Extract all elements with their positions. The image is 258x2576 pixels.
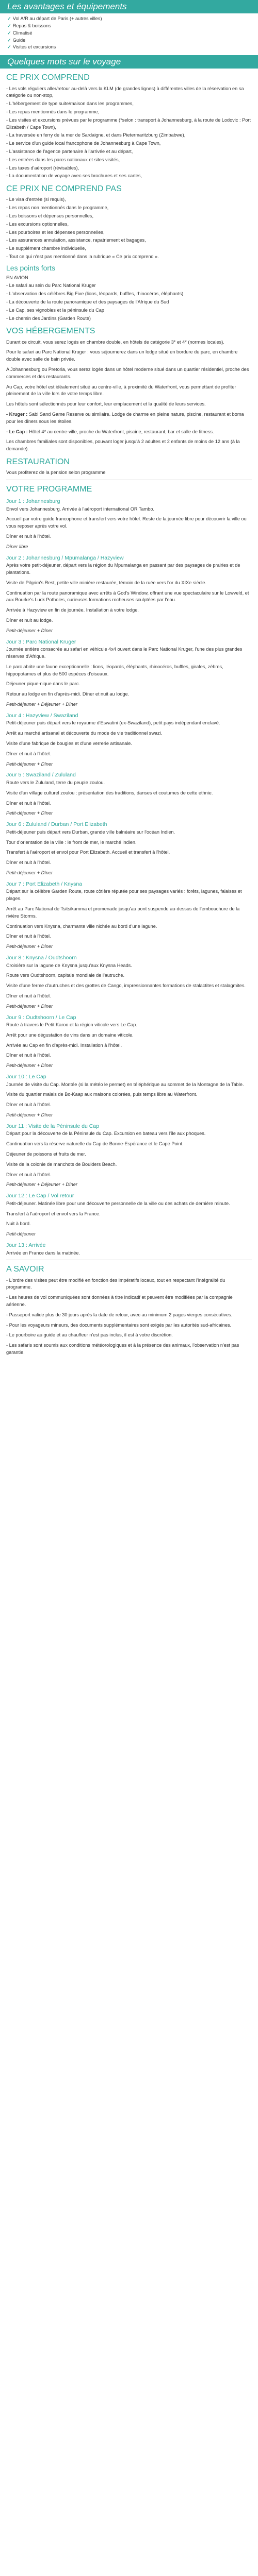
highlight-line: - Le safari au sein du Parc National Kruger: [6, 283, 96, 289]
day-title: Jour 6 : Zululand / Durban / Port Elizabeth: [6, 821, 107, 828]
highlight-line: - La découverte de la route panoramique et des paysages de l'Afrique du Sud: [6, 299, 169, 304]
includes-line: - La documentation de voyage avec ses brochures et ses cartes,: [6, 173, 142, 179]
day-paragraph: Transfert à l'aéroport et envol pour Port Elizabeth. Accueil et transfert à l'hôtel.: [6, 850, 170, 855]
excludes-line: - Les excursions optionnelles,: [6, 221, 69, 227]
programme-days: [6, 498, 252, 1257]
excludes-list: [6, 196, 252, 260]
includes-line: - Les visites et excursions prévues par le programme (*selon : transport à Johannesburg, à la route de Lodovic : Port Elizabeth / Cape Town),: [6, 117, 251, 130]
advantages-list: [6, 15, 252, 51]
accommodation-title: VOS HÉBERGEMENTS: [6, 327, 95, 336]
includes-line: - L'assistance de l'agence partenaire à l'arrivée et au départ,: [6, 149, 133, 155]
programme-day: [6, 772, 252, 817]
includes-line: - Les vols réguliers aller/retour au-delà vers la KLM (de grandes lignes) à différentes villes de la réservation en sa catégorie ou non-stop,: [6, 86, 244, 98]
day-meals: Petit-déjeuner: [6, 1231, 36, 1237]
day-meals: Petit-déjeuner + Déjeuner + Dîner: [6, 1182, 77, 1188]
day-title: Jour 7 : Port Elizabeth / Knysna: [6, 880, 83, 887]
day-paragraph: Petit-déjeuner. Matinée libre pour une découverte personnelle de la ville ou des achats de dernière minute.: [6, 1200, 230, 1206]
day-title: Jour 1 : Johannesburg: [6, 498, 60, 505]
day-paragraph: Dîner et nuit au lodge.: [6, 618, 53, 623]
day-paragraph: Petit-déjeuner puis départ vers le royaume d'Eswatini (ex-Swaziland), petit pays indépendant enclavé.: [6, 720, 220, 726]
highlight-line: - L'observation des célèbres Big Five (lions, léopards, buffles, rhinocéros, éléphants): [6, 291, 184, 297]
includes-line: - Les entrées dans les parcs nationaux et sites visités,: [6, 157, 120, 162]
day-title: Jour 9 : Oudtshoorn / Le Cap: [6, 1014, 76, 1021]
accommodation-paragraph: Au Cap, votre hôtel est idéalement situé au centre-ville, à proximité du Waterfront, vous permettant de profiter pleinement de la ville lors de votre temps libre.: [6, 384, 236, 397]
advantage-item: [7, 44, 252, 51]
accommodation-paragraph: Les hôtels sont sélectionnés pour leur confort, leur emplacement et la qualité de leurs services.: [6, 401, 206, 407]
day-paragraph: Dîner et nuit à l'hôtel.: [6, 934, 51, 939]
day-paragraph: Dîner et nuit à l'hôtel.: [6, 534, 51, 539]
advantage-item: [7, 15, 252, 23]
know-paragraph: - L'ordre des visites peut être modifié en fonction des impératifs locaux, tout en respectant l'intégralité du programme.: [6, 1277, 225, 1290]
accommodation-footer: Les chambres familiales sont disponibles, pouvant loger jusqu'à 2 adultes et 2 enfants de moins de 12 ans (à la demande).: [6, 439, 240, 452]
know-paragraph: - Les heures de vol communiquées sont données à titre indicatif et peuvent être modifiées par la compagnie aérienne.: [6, 1295, 233, 1307]
includes-list: [6, 86, 252, 180]
accommodation-paragraph: Pour le safari au Parc National Kruger : vous séjournerez dans un lodge situé en bordure du parc, en chambre double avec salle de bain privée.: [6, 349, 238, 362]
day-paragraph: Arrivée à Hazyview en fin de journée. Installation à votre lodge.: [6, 607, 139, 613]
day-paragraph: Visite de la colonie de manchots de Boulders Beach.: [6, 1161, 117, 1167]
day-title: Jour 5 : Swaziland / Zululand: [6, 772, 76, 778]
day-paragraph: Déjeuner de poissons et fruits de mer.: [6, 1151, 86, 1157]
check-icon: ✓: [7, 37, 11, 43]
know-paragraph: - Les safaris sont soumis aux conditions météorologiques et à la présence des animaux, l'observation n'est pas garantie.: [6, 1343, 239, 1355]
excludes-line: - Les boissons et dépenses personnelles,: [6, 213, 94, 219]
day-title: Jour 13 : Arrivée: [6, 1242, 46, 1249]
includes-line: - L'hébergement de type suite/maison dans les programmes,: [6, 101, 134, 107]
day-meals: Petit-déjeuner + Dîner: [6, 944, 53, 950]
check-icon: ✓: [7, 23, 11, 29]
accommodation-subsection-text: Hôtel 4* au centre-ville, proche du Waterfront, piscine, restaurant, bar et salle de fitness.: [29, 429, 214, 434]
day-paragraph: Continuation vers Knysna, charmante ville nichée au bord d'une lagune.: [6, 923, 157, 929]
day-paragraph: Route vers le Zululand, terre du peuple zoulou.: [6, 779, 105, 785]
day-title: Jour 8 : Knysna / Oudtshoorn: [6, 954, 77, 961]
day-paragraph: Visite de Pilgrim's Rest, petite ville minière restaurée, témoin de la ruée vers l'or du XIXe siècle.: [6, 580, 206, 585]
day-paragraph: Dîner et nuit à l'hôtel.: [6, 751, 51, 756]
excludes-line: - Les repas non mentionnés dans le programme,: [6, 205, 109, 211]
day-paragraph: Visite d'un village culturel zoulou : présentation des traditions, danses et coutumes de cette ethnie.: [6, 790, 213, 795]
day-meals: Petit-déjeuner + Dîner: [6, 1003, 53, 1009]
excludes-title: CE PRIX NE COMPREND PAS: [6, 184, 122, 194]
accommodation-paragraph: A Johannesburg ou Pretoria, vous serez logés dans un hôtel moderne situé dans un quartier résidentiel, proche des commerces et des restaurants.: [6, 366, 249, 379]
excludes-line: - Le visa d'entrée (si requis),: [6, 197, 66, 202]
dining-text: Vous profiterez de la pension selon programme: [6, 470, 106, 476]
day-paragraph: Arrivée en France dans la matinée.: [6, 1250, 80, 1256]
day-meals: Petit-déjeuner + Dîner: [6, 810, 53, 816]
day-paragraph: Transfert à l'aéroport et envol vers la France.: [6, 1211, 101, 1216]
know-paragraph: - Le pourboire au guide et au chauffeur n'est pas inclus, il est à votre discrétion.: [6, 1332, 173, 1338]
accommodation-text: [6, 339, 252, 408]
programme-day: [6, 713, 252, 768]
day-title: Jour 4 : Hazyview / Swaziland: [6, 712, 78, 719]
advantages-title: Les avantages et équipements: [0, 0, 258, 13]
accommodation-paragraph: Durant ce circuit, vous serez logés en chambre double, en hôtels de catégorie 3* et 4* (normes locales).: [6, 339, 224, 345]
day-paragraph: Départ sur la célèbre Garden Route, route côtière réputée pour ses paysages variés : forêts, lagunes, falaises et plages.: [6, 889, 242, 902]
know-paragraph: - Passeport valide plus de 30 jours après la date de retour, avec au minimum 2 pages vierges consécutives.: [6, 1312, 233, 1317]
advantage-label: Climatisé: [12, 30, 33, 36]
day-title: Jour 2 : Johannesburg / Mpumalanga / Hazyview: [6, 554, 124, 561]
know-paragraph: - Pour les voyageurs mineurs, des documents supplémentaires sont exigés par les autorités sud-africaines.: [6, 1322, 232, 1328]
day-title: Jour 12 : Le Cap / Vol retour: [6, 1193, 74, 1199]
day-meals: Petit-déjeuner + Déjeuner + Dîner: [6, 702, 77, 707]
day-title: Jour 11 : Visite de la Péninsule du Cap: [6, 1123, 99, 1129]
check-icon: ✓: [7, 44, 11, 50]
programme-title: VOTRE PROGRAMME: [6, 484, 92, 494]
accommodation-subsection-label: - Le Cap :: [6, 429, 28, 434]
day-paragraph: Dîner et nuit à l'hôtel.: [6, 860, 51, 866]
dining-title: RESTAURATION: [6, 457, 70, 466]
check-icon: ✓: [7, 30, 11, 36]
day-meals: Petit-déjeuner + Dîner: [6, 1063, 53, 1069]
day-paragraph: Dîner et nuit à l'hôtel.: [6, 1172, 51, 1177]
advantage-label: Repas & boissons: [12, 23, 51, 29]
highlights-intro: EN AVION: [6, 275, 28, 280]
day-meals: Petit-déjeuner + Dîner: [6, 628, 53, 633]
day-paragraph: Tour d'orientation de la ville : le front de mer, le marché indien.: [6, 839, 137, 845]
day-paragraph: Croisière sur la lagune de Knysna jusqu'aux Knysna Heads.: [6, 962, 132, 968]
check-icon: ✓: [7, 16, 11, 22]
excludes-line: - Les pourboires et les dépenses personnelles,: [6, 229, 105, 235]
day-title: Jour 10 : Le Cap: [6, 1074, 46, 1080]
programme-day: [6, 1193, 252, 1238]
day-paragraph: Dîner et nuit à l'hôtel.: [6, 993, 51, 998]
advantage-item: [7, 23, 252, 30]
day-paragraph: Dîner et nuit à l'hôtel.: [6, 1102, 51, 1108]
day-paragraph: Arrivée au Cap en fin d'après-midi. Installation à l'hôtel.: [6, 1042, 122, 1048]
day-paragraph: Route à travers le Petit Karoo et la région viticole vers Le Cap.: [6, 1022, 137, 1028]
day-paragraph: Visite d'une fabrique de bougies et d'une verrerie artisanale.: [6, 741, 132, 746]
accommodation-subsection: [6, 429, 252, 436]
advantage-label: Guide: [12, 37, 26, 43]
day-meals: Petit-déjeuner + Dîner: [6, 761, 53, 767]
day-meals: Dîner libre: [6, 544, 28, 549]
day-paragraph: Retour au lodge en fin d'après-midi. Dîner et nuit au lodge.: [6, 691, 130, 697]
day-paragraph: Départ pour la découverte de la Péninsule du Cap. Excursion en bateau vers l'île aux phoques.: [6, 1131, 206, 1137]
day-paragraph: Visite du quartier malais de Bo-Kaap aux maisons colorées, puis temps libre au Waterfront.: [6, 1092, 198, 1097]
excludes-line: - Le supplément chambre individuelle,: [6, 246, 86, 251]
day-paragraph: Continuation vers la réserve naturelle du Cap de Bonne-Espérance et le Cape Point.: [6, 1141, 184, 1147]
day-paragraph: Arrêt au Parc National de Tsitsikamma et promenade jusqu'au pont suspendu au-dessus de l'embouchure de la rivière Storms.: [6, 906, 240, 919]
day-paragraph: Arrêt au marché artisanal et découverte du mode de vie traditionnel swazi.: [6, 731, 163, 736]
day-paragraph: Continuation par la route panoramique avec arrêts à God's Window, offrant une vue spectaculaire sur le Lowveld, et aux Bourke's Luck Potholes, curieuses formations rocheuses sculptées par l'eau.: [6, 590, 249, 603]
tour-title: Quelques mots sur le voyage: [0, 55, 258, 69]
programme-day: [6, 881, 252, 951]
day-paragraph: Envol vers Johannesburg. Arrivée à l'aéroport international OR Tambo.: [6, 506, 155, 512]
day-paragraph: Nuit à bord.: [6, 1221, 31, 1227]
accommodation-subsection-text: Sabi Sand Game Reserve ou similaire. Lodge de charme en pleine nature, piscine, restaurant et boma pour les dîners sous les étoiles.: [6, 411, 244, 424]
day-paragraph: Le parc abrite une faune exceptionnelle : lions, léopards, éléphants, rhinocéros, buffles, girafes, zèbres, hippopotames et plus de 500 espèces d'oiseaux.: [6, 664, 223, 676]
day-title: Jour 3 : Parc National Kruger: [6, 638, 76, 645]
advantage-item: [7, 37, 252, 44]
programme-day: [6, 821, 252, 877]
highlight-line: - Le Cap, ses vignobles et la péninsule du Cap: [6, 307, 104, 313]
day-paragraph: Petit-déjeuner puis départ vers Durban, grande ville balnéaire sur l'océan Indien.: [6, 829, 175, 835]
programme-day: [6, 555, 252, 635]
day-paragraph: Route vers Oudtshoorn, capitale mondiale de l'autruche.: [6, 973, 125, 978]
highlight-line: - Le chemin des Jardins (Garden Route): [6, 315, 91, 321]
day-paragraph: Après votre petit-déjeuner, départ vers la région du Mpumalanga en passant par des paysages de prairies et de plantations.: [6, 563, 240, 575]
excludes-line: - Tout ce qui n'est pas mentionné dans la rubrique « Ce prix comprend ».: [6, 254, 159, 259]
day-paragraph: Visite d'une ferme d'autruches et des grottes de Cango, impressionnantes formations de stalactites et stalagmites.: [6, 983, 246, 989]
programme-day: [6, 1014, 252, 1070]
day-paragraph: Journée entière consacrée au safari en véhicule 4x4 ouvert dans le Parc National Kruger, l'une des plus grandes réserves d'Afrique.: [6, 647, 243, 659]
day-paragraph: Journée de visite du Cap. Montée (si la météo le permet) en téléphérique au sommet de la Montagne de la Table.: [6, 1081, 244, 1087]
advantage-item: [7, 30, 252, 37]
highlights-list: [6, 282, 252, 322]
day-paragraph: Arrêt pour une dégustation de vins dans un domaine viticole.: [6, 1032, 134, 1038]
accommodation-subsection: [6, 411, 252, 426]
includes-title: CE PRIX COMPREND: [6, 73, 90, 82]
programme-day: [6, 955, 252, 1010]
advantage-label: Visites et excursions: [12, 44, 56, 50]
programme-day: [6, 1123, 252, 1189]
accommodation-subsection-label: - Kruger :: [6, 411, 28, 417]
day-paragraph: Dîner et nuit à l'hôtel.: [6, 1053, 51, 1058]
programme-day: [6, 1074, 252, 1119]
includes-line: - La traversée en ferry de la mer de Sardaigne, et dans Pietermaritzburg (Zimbabwe),: [6, 132, 186, 138]
highlights-title: Les points forts: [6, 263, 55, 272]
excludes-line: - Les assurances annulation, assistance, rapatriement et bagages,: [6, 238, 146, 243]
know-text: [6, 1277, 252, 1357]
includes-line: - Les taxes d'aéroport (révisables),: [6, 165, 79, 171]
advantage-label: Vol A/R au départ de Paris (+ autres villes): [12, 16, 102, 22]
accommodation-subsections: [6, 411, 252, 435]
know-title: A SAVOIR: [6, 1265, 44, 1274]
programme-day: [6, 1242, 252, 1257]
day-paragraph: Dîner et nuit à l'hôtel.: [6, 800, 51, 806]
includes-line: - Les repas mentionnés dans le programme,: [6, 109, 100, 115]
includes-line: - Le service d'un guide local francophone de Johannesburg à Cape Town,: [6, 141, 161, 146]
day-meals: Petit-déjeuner + Dîner: [6, 1112, 53, 1118]
day-paragraph: Déjeuner pique-nique dans le parc.: [6, 681, 80, 687]
programme-day: [6, 639, 252, 708]
day-paragraph: Accueil par votre guide francophone et transfert vers votre hôtel. Reste de la journée libre pour découvrir la ville ou vous reposer après votre vol.: [6, 516, 247, 529]
programme-day: [6, 498, 252, 551]
day-meals: Petit-déjeuner + Dîner: [6, 870, 53, 875]
